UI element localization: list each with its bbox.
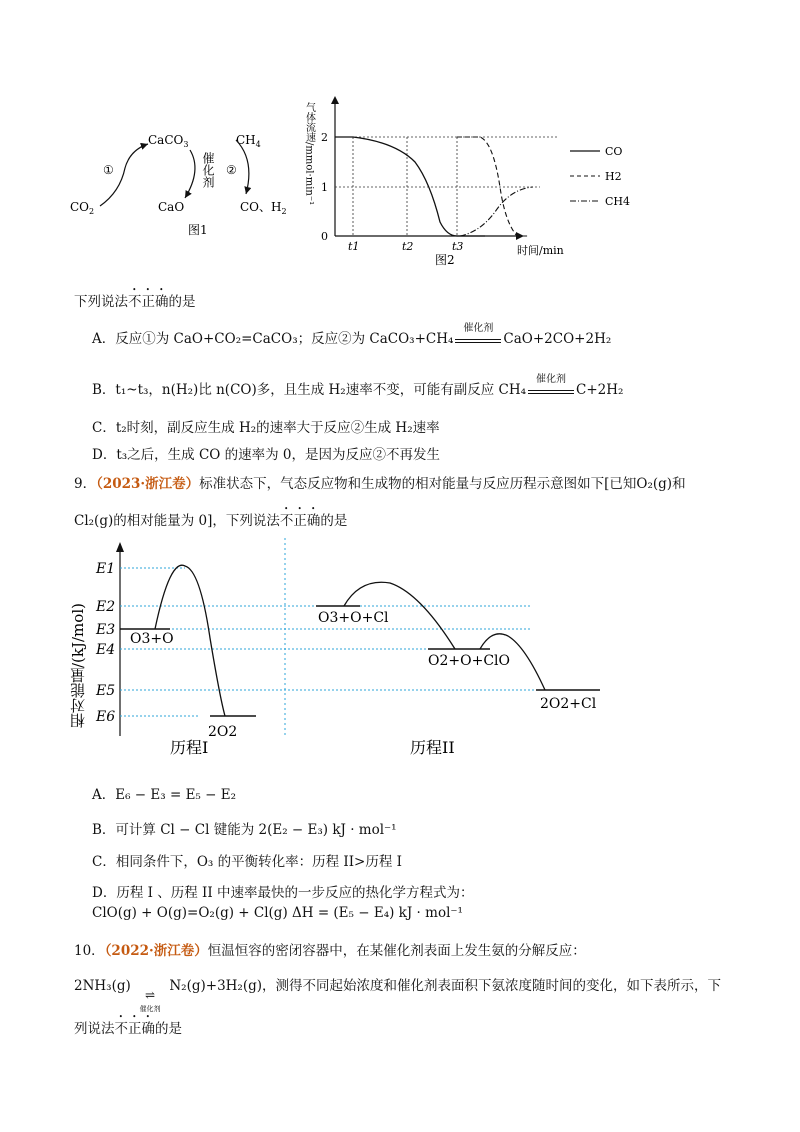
- fig2-xtick-t1: t1: [348, 240, 360, 253]
- fig2-series-h2: [457, 137, 530, 236]
- species-2o2-cl: 2O2+Cl: [540, 696, 597, 712]
- fig1-cao: CaO: [158, 200, 185, 214]
- fig2-xtick-t3: t3: [452, 240, 464, 253]
- fig2-ytick-0: 0: [321, 230, 328, 243]
- q10-stem-line3: 列说法不正确的是: [74, 1021, 182, 1037]
- fig1-step1: ①: [103, 163, 114, 177]
- figure-1: [60, 110, 290, 250]
- fig2-caption: 图2: [435, 253, 455, 267]
- energy-ylabel: 相对能量/(kJ/mol): [69, 603, 87, 728]
- level-e5: E5: [96, 683, 116, 699]
- fig2-xlabel: 时间/min: [517, 244, 564, 257]
- fig1-caco3: CaCO$_3$: [148, 133, 189, 149]
- q9-option-c: C．相同条件下，O₃ 的平衡转化率：历程 II>历程 I: [92, 854, 402, 870]
- level-e2: E2: [96, 599, 116, 615]
- species-2o2-path1: 2O2: [208, 724, 238, 740]
- species-o3-o-cl: O3+O+Cl: [318, 610, 389, 626]
- path2-label: 历程II: [410, 738, 455, 757]
- fig2-ytick-2: 2: [321, 131, 328, 144]
- q9-option-a: A．E₆ − E₃ = E₅ − E₂: [92, 787, 236, 803]
- fig2-y-arrow: [331, 96, 339, 104]
- q9-stem-line1: 9．（2023·浙江卷）标准状态下，气态反应物和生成物的相对能量与反应历程示意图如下[已知O₂(g)和: [74, 476, 686, 492]
- level-e3: E3: [96, 622, 116, 638]
- figure-2: [295, 92, 655, 268]
- species-o2-o-clo: O2+O+ClO: [428, 653, 510, 669]
- q8-option-d: D．t₃之后，生成 CO 的速率为 0，是因为反应②不再发生: [92, 447, 441, 463]
- q8-option-a: A．反应①为 CaO+CO₂=CaCO₃；反应②为 CaCO₃+CH₄ 催化剂 CaO+2CO+2H₂: [92, 323, 612, 347]
- level-e4: E4: [96, 642, 116, 658]
- fig1-catalyst: 催化剂: [201, 152, 215, 188]
- q8-option-b: B．t₁~t₃，n(H₂)比 n(CO)多，且生成 H₂速率不变，可能有副反应 CH₄ 催化剂 C+2H₂: [92, 374, 624, 398]
- q9-option-d-equation: ClO(g) + O(g)=O₂(g) + Cl(g) ΔH = (E₅ − E₄) kJ · mol⁻¹: [92, 905, 463, 921]
- fig2-legend-co: CO: [605, 145, 623, 158]
- q8-option-c: C．t₂时刻，副反应生成 H₂的速率大于反应②生成 H₂速率: [92, 420, 440, 436]
- fig1-ch4: $CH_4$: [236, 133, 261, 149]
- fig2-series-ch4: [460, 187, 533, 236]
- fig2-legend-h2: H2: [605, 170, 622, 183]
- q9-stem-line2: Cl₂(g)的相对能量为 0]，下列说法不正确的是: [74, 513, 348, 529]
- fig1-caption: 图1: [188, 223, 208, 237]
- fig1-co2: $CO_2$: [70, 200, 95, 216]
- fig2-ylabel: 气体流速/mmol·min⁻¹: [303, 102, 315, 206]
- q10-stem-line2: 2NH₃(g) ⇌ 催化剂 N₂(g)+3H₂(g)，测得不同起始浓度和催化剂表面积下氨浓度随时间的变化，如下表所示，下: [74, 978, 722, 1013]
- fig2-xtick-t2: t2: [402, 240, 414, 253]
- path1-label: 历程I: [170, 738, 209, 757]
- q8-prompt: 下列说法不正确的是: [74, 294, 196, 310]
- species-o3-o: O3+O: [130, 631, 174, 647]
- fig1-step2: ②: [226, 163, 237, 177]
- fig1-arrow-caco3-to-cao: [185, 150, 195, 198]
- level-e6: E6: [96, 709, 116, 725]
- fig2-series-co: [335, 137, 485, 236]
- q9-option-b: B．可计算 Cl − Cl 键能为 2(E₂ − E₃) kJ · mol⁻¹: [92, 822, 397, 838]
- fig2-legend-ch4: CH4: [605, 195, 631, 208]
- energy-diagram: [60, 538, 620, 768]
- fig1-arrow-ch4-to-products: [236, 140, 249, 194]
- level-e1: E1: [96, 561, 116, 577]
- q10-stem-line1: 10．（2022·浙江卷）恒温恒容的密闭容器中，在某催化剂表面上发生氨的分解反应：: [74, 943, 586, 959]
- fig2-ytick-1: 1: [321, 181, 328, 194]
- q9-option-d: D．历程 I 、历程 II 中速率最快的一步反应的热化学方程式为：: [92, 885, 474, 901]
- fig1-products: CO、$H_2$: [240, 200, 287, 216]
